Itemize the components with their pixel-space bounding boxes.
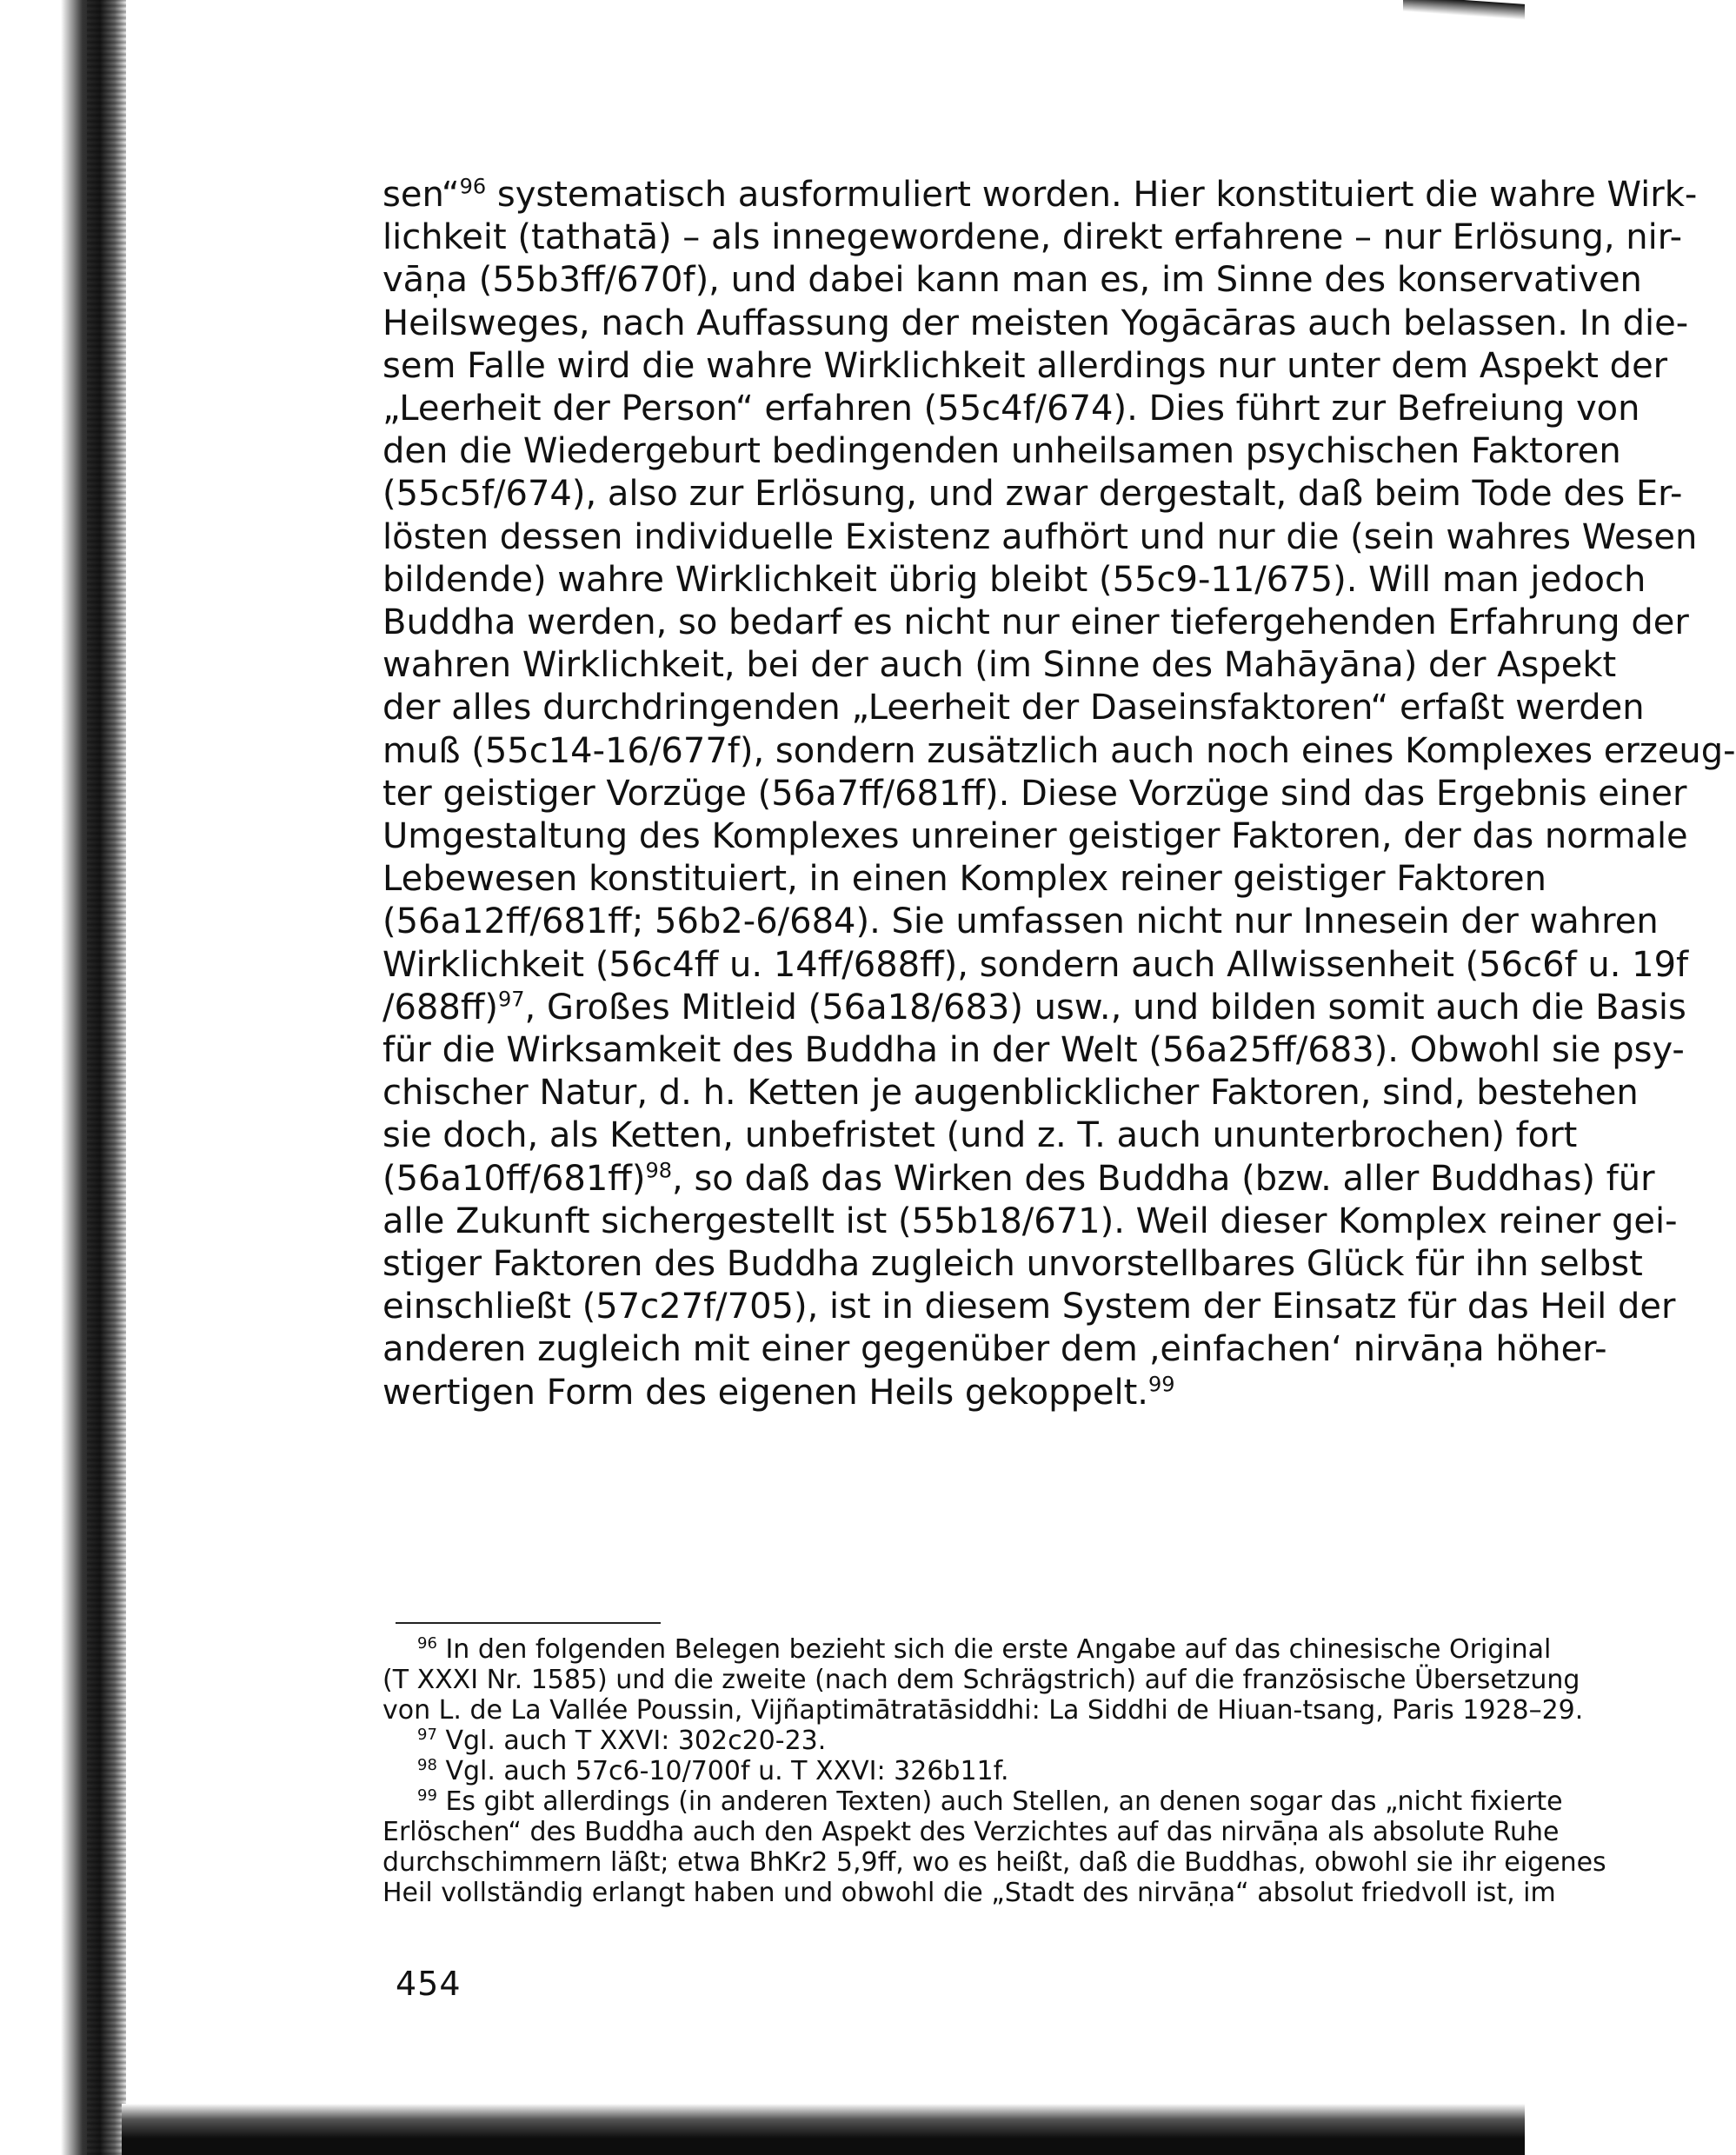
text-line: bildende) wahre Wirklichkeit übrig bleibt (55c9-11/675). Will man jedoch: [382, 559, 1646, 600]
text-line: der alles durchdringenden „Leerheit der Daseinsfaktoren“ erfaßt werden: [382, 688, 1645, 728]
text-line: chischer Natur, d. h. Ketten je augenblicklicher Faktoren, sind, bestehen: [382, 1073, 1639, 1114]
scan-edge-bottom: [122, 2104, 1525, 2155]
text-line: sie doch, als Ketten, unbefristet (und z. T. auch ununterbrochen) fort: [382, 1115, 1578, 1156]
footnote-ref: 97: [498, 987, 525, 1012]
text-line: muß (55c14-16/677f), sondern zusätzlich auch noch eines Komplexes erzeug-: [382, 730, 1736, 771]
footnote-line: (T XXXI Nr. 1585) und die zweite (nach dem Schrägstrich) auf die französische Übersetzung: [382, 1665, 1580, 1695]
footnote-line: Heil vollständig erlangt haben und obwohl die „Stadt des nirvāṇa“ absolut friedvoll ist, im: [382, 1878, 1556, 1908]
footnote-number: 98: [417, 1756, 437, 1774]
text-line: sem Falle wird die wahre Wirklichkeit allerdings nur unter dem Aspekt der: [382, 345, 1668, 386]
text-line: Heilsweges, nach Auffassung der meisten Yogācāras auch belassen. In die-: [382, 303, 1689, 343]
text-line: stiger Faktoren des Buddha zugleich unvorstellbares Glück für ihn selbst: [382, 1244, 1643, 1285]
text-line: ter geistiger Vorzüge (56a7ff/681ff). Diese Vorzüge sind das Ergebnis einer: [382, 773, 1687, 814]
footnote-ref: 98: [645, 1158, 673, 1183]
text-line: sen“$^{96}$ systematisch ausformuliert worden. Hier konstituiert die wahre Wirk-: [382, 174, 1698, 215]
scan-edge-top-right: [1403, 0, 1525, 20]
footnote-number: 96: [417, 1634, 437, 1653]
text-line: vāṇa (55b3ff/670f), und dabei kann man es, im Sinne des konservativen: [382, 260, 1642, 301]
text-line: den die Wiedergeburt bedingenden unheilsamen psychischen Faktoren: [382, 431, 1621, 472]
footnote-number: 99: [417, 1786, 437, 1805]
footnote-line: $^{99}$ Es gibt allerdings (in anderen Texten) auch Stellen, an denen sogar das „nicht fixierte: [417, 1786, 1563, 1817]
footnotes: [382, 1634, 1606, 1908]
text-line: /688ff)$^{97}$, Großes Mitleid (56a18/683) usw., und bilden somit auch die Basis: [382, 987, 1686, 1028]
text-line: alle Zukunft sichergestellt ist (55b18/671). Weil dieser Komplex reiner gei-: [382, 1201, 1678, 1241]
text-line: Wirklichkeit (56c4ff u. 14ff/688ff), sondern auch Allwissenheit (56c6f u. 19f: [382, 944, 1689, 985]
footnote-line: $^{98}$ Vgl. auch 57c6-10/700f u. T XXVI: 326b11f.: [417, 1756, 1009, 1786]
text-line: $(56a10ff/681ff)^{98}$, so daß das Wirken des Buddha (bzw. aller Buddhas) für: [382, 1158, 1655, 1199]
text-line: (55c5f/674), also zur Erlösung, und zwar dergestalt, daß beim Tode des Er-: [382, 474, 1683, 515]
text-line: lösten dessen individuelle Existenz aufhört und nur die (sein wahres Wesen: [382, 516, 1698, 557]
footnote-separator: [396, 1622, 661, 1624]
footnote-line: von L. de La Vallée Poussin, Vijñaptimātratāsiddhi: La Siddhi de Hiuan-tsang, Paris 1928–29.: [382, 1695, 1584, 1726]
text-line: anderen zugleich mit einer gegenüber dem ‚einfachen‘ nirvāṇa höher-: [382, 1329, 1607, 1370]
body-text: [382, 174, 1736, 1414]
footnote-line: durchschimmern läßt; etwa BhKr2 5,9ff, wo es heißt, daß die Buddhas, obwohl sie ihr eigenes: [382, 1847, 1606, 1878]
footnote-ref: 96: [459, 174, 487, 199]
footnote-line: $^{97}$ Vgl. auch T XXVI: 302c20-23.: [417, 1726, 827, 1756]
footnote-ref: 99: [1148, 1372, 1175, 1397]
text-line: einschließt (57c27f/705), ist in diesem System der Einsatz für das Heil der: [382, 1287, 1676, 1327]
text-line: Buddha werden, so bedarf es nicht nur einer tiefergehenden Erfahrung der: [382, 602, 1689, 643]
text-line: „Leerheit der Person“ erfahren (55c4f/674). Dies führt zur Befreiung von: [382, 389, 1640, 429]
text-line: Lebewesen konstituiert, in einen Komplex reiner geistiger Faktoren: [382, 859, 1546, 900]
scan-edge-texture: [87, 0, 126, 2155]
text-line: wahren Wirklichkeit, bei der auch (im Sinne des Mahāyāna) der Aspekt: [382, 645, 1617, 686]
text-line: (56a12ff/681ff; 56b2-6/684). Sie umfassen nicht nur Innesein der wahren: [382, 901, 1659, 942]
text-line: wertigen Form des eigenen Heils gekoppelt.$^{99}$: [382, 1372, 1175, 1413]
text-line: für die Wirksamkeit des Buddha in der Welt (56a25ff/683). Obwohl sie psy-: [382, 1030, 1685, 1071]
footnote-line: Erlöschen“ des Buddha auch den Aspekt des Verzichtes auf das nirvāṇa als absolute Ruhe: [382, 1817, 1560, 1847]
text-line: lichkeit (tathatā) – als innegewordene, direkt erfahrene – nur Erlösung, nir-: [382, 217, 1683, 258]
page-number: 454: [396, 1965, 462, 2003]
text-line: Umgestaltung des Komplexes unreiner geistiger Faktoren, der das normale: [382, 816, 1688, 857]
footnote-number: 97: [417, 1726, 437, 1744]
footnote-line: $^{96}$ In den folgenden Belegen bezieht sich die erste Angabe auf das chinesische Original: [417, 1634, 1552, 1665]
